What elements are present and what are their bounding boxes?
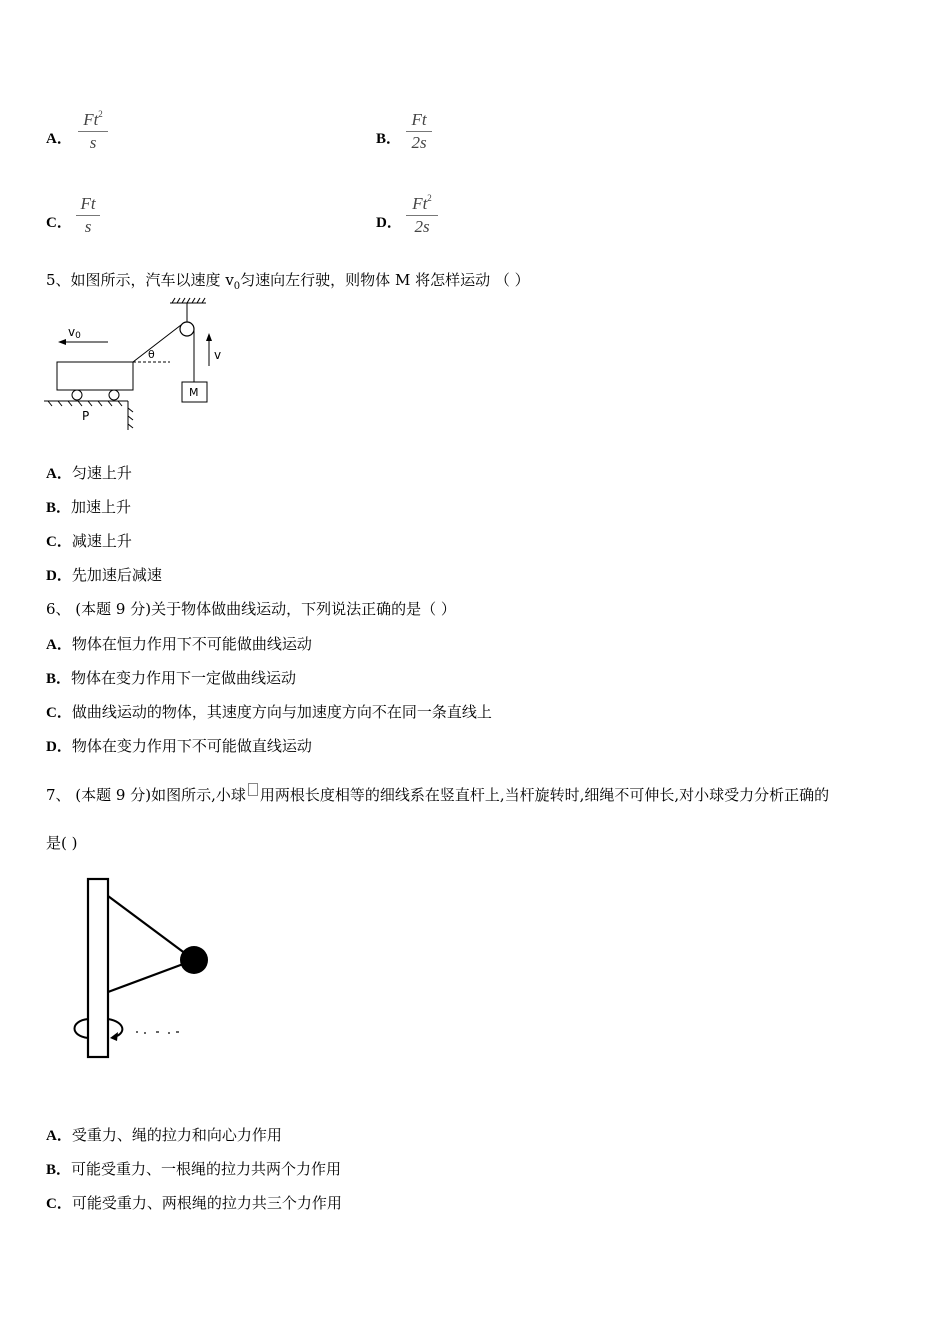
arrow-head xyxy=(206,333,212,341)
q5-stem: 5、如图所示，汽车以速度 $v_0$匀速向左行驶，则物体 M 将怎样运动 （ ） xyxy=(46,271,530,292)
q7-option-a: A．受重力、绳的拉力和向心力作用 xyxy=(46,1126,282,1144)
arrow-head xyxy=(58,339,66,345)
option-label: D． xyxy=(376,215,402,231)
q6-option-b: B．物体在变力作用下一定做曲线运动 xyxy=(46,669,297,687)
upper-string xyxy=(108,896,194,960)
missing-glyph-box xyxy=(248,783,258,796)
ball xyxy=(180,946,208,974)
ceiling-hatch xyxy=(170,298,206,303)
q4-option-b xyxy=(376,128,401,149)
q4-option-a-fraction: Ft$^2$ s xyxy=(78,104,108,153)
q6-stem: 6、 (本题 9 分)关于物体做曲线运动，下列说法正确的是（ ） xyxy=(46,600,456,618)
q7-stem-line2: 是( ) xyxy=(46,834,78,852)
q5-option-d: D．先加速后减速 xyxy=(46,566,162,584)
q6-option-d: D．物体在变力作用下不可能做直线运动 xyxy=(46,737,312,755)
pulley xyxy=(180,322,194,336)
car-wheel-right xyxy=(109,390,119,400)
q4-option-c xyxy=(46,212,72,233)
q7-option-c: C．可能受重力、两根绳的拉力共三个力作用 xyxy=(46,1194,342,1212)
q4-option-c-fraction: Ft s xyxy=(76,188,100,237)
q4-option-b-fraction: Ft 2s xyxy=(406,104,432,153)
rotation-arrow-left xyxy=(75,1019,89,1038)
q4-option-d xyxy=(376,212,402,233)
car-pulley-figure xyxy=(40,296,240,436)
velocity-label-v0: v0 xyxy=(68,325,81,341)
vertical-rod xyxy=(88,879,108,1057)
q5-option-c: C．减速上升 xyxy=(46,532,132,550)
q6-option-a: A．物体在恒力作用下不可能做曲线运动 xyxy=(46,635,312,653)
q4-option-a xyxy=(46,128,72,149)
car-body xyxy=(57,362,133,390)
q7-stem-line1: 7、 (本题 9 分)如图所示,小球 用两根长度相等的细线系在竖直杆上,当杆旋转时,细绳不可伸长,对小球受力分析正确的 xyxy=(46,783,829,805)
scan-speckles xyxy=(136,1031,179,1034)
q6-option-c: C．做曲线运动的物体，其速度方向与加速度方向不在同一条直线上 xyxy=(46,703,492,721)
q5-option-b: B．加速上升 xyxy=(46,498,132,516)
option-label: C． xyxy=(46,215,72,231)
q5-option-a: A．匀速上升 xyxy=(46,464,132,482)
option-label: B． xyxy=(376,131,402,147)
rotation-arrow-head xyxy=(110,1032,118,1041)
block-m-label: M xyxy=(189,386,199,399)
car-wheel-left xyxy=(72,390,82,400)
point-p-label: P xyxy=(82,409,90,423)
rotating-rod-figure xyxy=(70,874,230,1064)
angle-theta-label: θ xyxy=(148,348,155,361)
q7-option-b: B．可能受重力、一根绳的拉力共两个力作用 xyxy=(46,1160,342,1178)
option-label: A． xyxy=(46,131,72,147)
velocity-label-v: v xyxy=(214,348,222,362)
rope-slanted xyxy=(133,325,181,362)
q4-option-d-fraction: Ft$^2$ 2s xyxy=(406,188,438,237)
